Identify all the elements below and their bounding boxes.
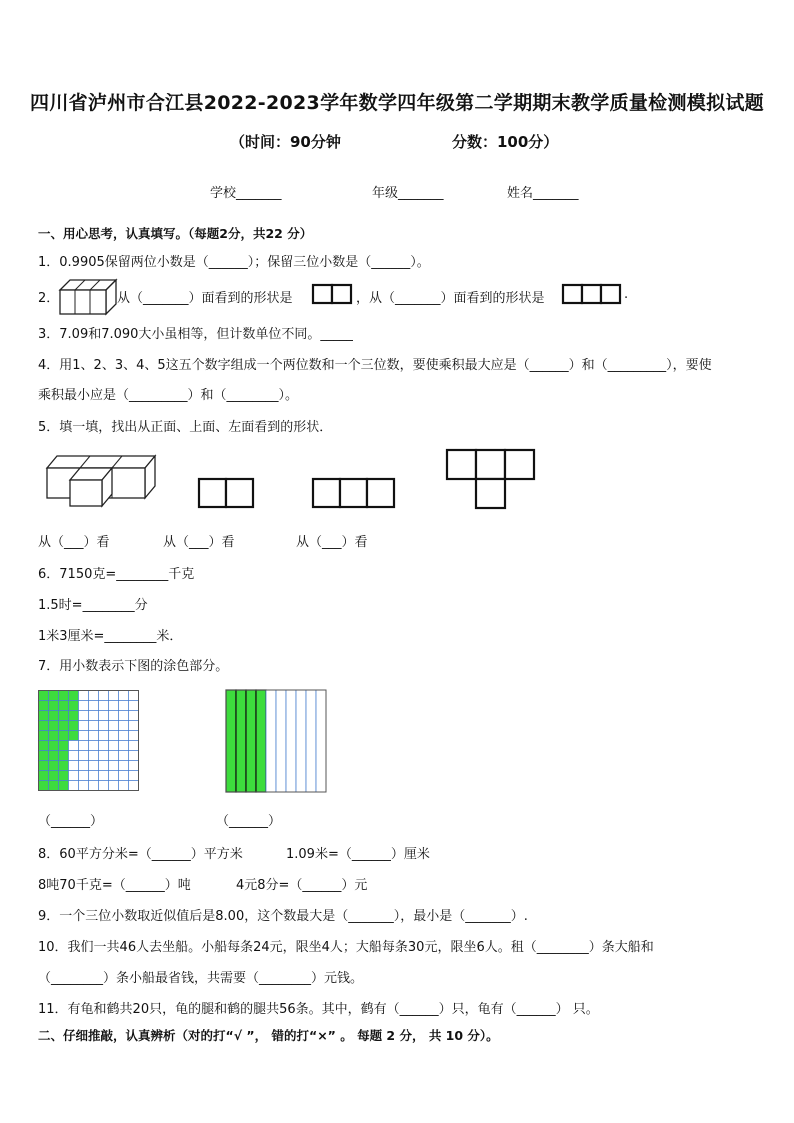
grid-cell	[99, 701, 109, 711]
grid-cell	[79, 731, 89, 741]
grid-cell	[89, 691, 99, 701]
grid-cell	[119, 691, 129, 701]
grid-cell	[89, 771, 99, 781]
grid-cell-shaded	[69, 701, 79, 711]
grid-cell-shaded	[69, 711, 79, 721]
grid-cell	[99, 711, 109, 721]
grid-cell	[69, 751, 79, 761]
grid-cell	[79, 701, 89, 711]
school-field[interactable]: 学校_______	[210, 186, 282, 201]
grid-cell-shaded	[49, 751, 59, 761]
grid-cell	[89, 781, 99, 791]
question-9: 9．一个三位小数取近似值后是8.00，这个数最大是（_______），最小是（_______）.	[38, 909, 528, 924]
grid-cell-shaded	[49, 771, 59, 781]
grid-cell	[89, 741, 99, 751]
grid-cell	[99, 761, 109, 771]
grid-cell-shaded	[39, 771, 49, 781]
question-2-number: 2．	[38, 291, 60, 306]
grid-cell	[109, 741, 119, 751]
grid-cell-shaded	[49, 721, 59, 731]
grid-cell-shaded	[49, 691, 59, 701]
strip	[286, 690, 296, 792]
section-1-heading: 一、用心思考，认真填写。（每题2分，共22 分）	[38, 226, 313, 241]
grid-cell-shaded	[49, 741, 59, 751]
strip	[266, 690, 276, 792]
grid-cell	[69, 781, 79, 791]
strip	[296, 690, 306, 792]
grid-cell	[79, 691, 89, 701]
question-4-line2: 乘积最小应是（_________）和（________）。	[38, 388, 299, 403]
grid-cell-shaded	[59, 781, 69, 791]
grid-cell	[99, 691, 109, 701]
question-2-part1: 从（_______）面看到的形状是	[117, 291, 293, 306]
grid-cell-shaded	[69, 691, 79, 701]
strip-shaded	[236, 690, 246, 792]
grid-cell-shaded	[49, 701, 59, 711]
grid-cell-shaded	[39, 711, 49, 721]
grid-cell	[69, 741, 79, 751]
grid-cell	[109, 721, 119, 731]
grid-cell-shaded	[39, 761, 49, 771]
question-10-line2: （________）条小船最省钱，共需要（________）元钱。	[38, 971, 364, 986]
grid-cell-shaded	[59, 701, 69, 711]
grid-cell	[89, 761, 99, 771]
grid-cell-shaded	[59, 721, 69, 731]
grid-cell	[79, 741, 89, 751]
grid-cell	[109, 761, 119, 771]
strip-shaded	[226, 690, 236, 792]
grid-cell-shaded	[39, 701, 49, 711]
grid-cell-shaded	[59, 691, 69, 701]
q5-shape-top	[446, 449, 535, 509]
section-2-heading: 二、仔细推敲，认真辨析（对的打“√ ”， 错的打“×” 。 每题 2 分， 共 10 分）。	[38, 1028, 499, 1043]
q5-label-3: 从（___）看	[296, 535, 368, 550]
grid-cell	[79, 751, 89, 761]
question-10-line1: 10．我们一共46人去坐船。小船每条24元，限坐4人；大船每条30元，限坐6人。租（________）条大船和	[38, 940, 654, 955]
grid-cell	[119, 731, 129, 741]
question-3: 3．7.09和7.090大小虽相等，但计数单位不同。_____	[38, 327, 353, 342]
grid-cell-shaded	[39, 741, 49, 751]
grid-cell	[89, 711, 99, 721]
grid-cell	[69, 771, 79, 781]
grid-cell-shaded	[39, 691, 49, 701]
question-8-part4: 4元8分=（______）元	[236, 878, 368, 893]
time-label: （时间：90分钟	[230, 133, 341, 151]
question-8-part3: 8吨70千克=（______）吨	[38, 878, 191, 893]
question-5: 5．填一填，找出从正面、上面、左面看到的形状．	[38, 420, 333, 435]
q5-label-1: 从（___）看	[38, 535, 110, 550]
question-11: 11．有龟和鹤共20只，龟的腿和鹤的腿共56条。其中，鹤有（______）只，龟有（______） 只。	[38, 1002, 599, 1017]
grid-cell-shaded	[69, 721, 79, 731]
q5-label-2: 从（___）看	[163, 535, 235, 550]
question-6-part2: 1.5时=________分	[38, 598, 148, 613]
question-2-part2: ，从（_______）面看到的形状是	[356, 291, 545, 306]
grid-cell-shaded	[59, 761, 69, 771]
grid-cell	[129, 701, 139, 711]
grid-cell	[119, 721, 129, 731]
grid-cell	[79, 711, 89, 721]
grid-cell-shaded	[49, 781, 59, 791]
grid-cell	[89, 731, 99, 741]
grid-cell	[119, 781, 129, 791]
grid-cell-shaded	[59, 751, 69, 761]
grid-cell	[129, 721, 139, 731]
grid-cell	[89, 751, 99, 761]
grid-cell	[129, 731, 139, 741]
grid-cell	[79, 781, 89, 791]
grid-cell	[79, 761, 89, 771]
grid-cell	[119, 711, 129, 721]
q7-grid-ten-strips	[225, 689, 329, 793]
grid-cell	[119, 771, 129, 781]
grid-cell	[109, 701, 119, 711]
grid-cell-shaded	[59, 741, 69, 751]
grid-cell-shaded	[69, 731, 79, 741]
grid-cell	[109, 691, 119, 701]
grid-cell	[89, 721, 99, 731]
grid-cell	[109, 781, 119, 791]
grid-cell	[89, 701, 99, 711]
strip	[316, 690, 326, 792]
grid-cell-shaded	[59, 771, 69, 781]
grid-cell-shaded	[39, 751, 49, 761]
grid-cell	[109, 751, 119, 761]
q5-cube-figure	[44, 452, 159, 506]
grid-cell	[129, 751, 139, 761]
grid-cell	[119, 751, 129, 761]
strip-shaded	[256, 690, 266, 792]
question-1: 1．0.9905保留两位小数是（______）；保留三位小数是（______）。	[38, 255, 430, 270]
grid-cell	[119, 741, 129, 751]
grid-cell	[79, 721, 89, 731]
grid-cell	[69, 761, 79, 771]
question-8-part1: 8．60平方分米=（______）平方米	[38, 847, 243, 862]
grid-cell	[129, 761, 139, 771]
grid-cell	[99, 771, 109, 781]
page-title: 四川省泸州市合江县2022-2023学年数学四年级第二学期期末教学质量检测模拟试题	[30, 92, 764, 114]
question-7: 7．用小数表示下图的涂色部分。	[38, 659, 229, 674]
grid-cell-shaded	[39, 721, 49, 731]
grid-cell	[99, 731, 109, 741]
grid-cell-shaded	[59, 731, 69, 741]
q5-shape-side	[312, 478, 395, 508]
grid-cell	[129, 691, 139, 701]
q7-blank-1: （______）	[38, 814, 104, 829]
grade-field[interactable]: 年级_______	[372, 186, 444, 201]
grid-cell	[109, 711, 119, 721]
strip-shaded	[246, 690, 256, 792]
question-4-line1: 4．用1、2、3、4、5这五个数字组成一个两位数和一个三位数，要使乘积最大应是（______）和（_________），要使	[38, 358, 712, 373]
grid-cell	[99, 751, 109, 761]
grid-cell	[109, 771, 119, 781]
question-8-part2: 1.09米=（______）厘米	[286, 847, 430, 862]
grid-cell	[119, 761, 129, 771]
grid-cell	[129, 711, 139, 721]
q7-blank-2: （______）	[216, 814, 282, 829]
question-2-end: .	[624, 287, 629, 302]
grid-cell	[129, 771, 139, 781]
question-6-part3: 1米3厘米=________米．	[38, 629, 183, 644]
q2-cube-figure	[56, 276, 120, 316]
q5-shape-front	[198, 478, 254, 508]
grid-cell	[99, 721, 109, 731]
q2-shape-three-squares	[562, 284, 621, 304]
grid-cell-shaded	[49, 761, 59, 771]
grid-cell	[109, 731, 119, 741]
grid-cell-shaded	[49, 731, 59, 741]
name-field[interactable]: 姓名_______	[507, 186, 579, 201]
grid-cell	[129, 741, 139, 751]
grid-cell-shaded	[49, 711, 59, 721]
grid-cell-shaded	[39, 731, 49, 741]
score-label: 分数：100分）	[452, 133, 559, 151]
strip	[276, 690, 286, 792]
q7-grid-hundred	[38, 690, 139, 791]
grid-cell-shaded	[59, 711, 69, 721]
grid-cell	[129, 781, 139, 791]
question-6-part1: 6．7150克=________千克	[38, 567, 195, 582]
grid-cell-shaded	[39, 781, 49, 791]
grid-cell	[99, 781, 109, 791]
strip	[306, 690, 316, 792]
q2-shape-two-squares	[312, 284, 352, 304]
grid-cell	[79, 771, 89, 781]
grid-cell	[119, 701, 129, 711]
grid-cell	[99, 741, 109, 751]
